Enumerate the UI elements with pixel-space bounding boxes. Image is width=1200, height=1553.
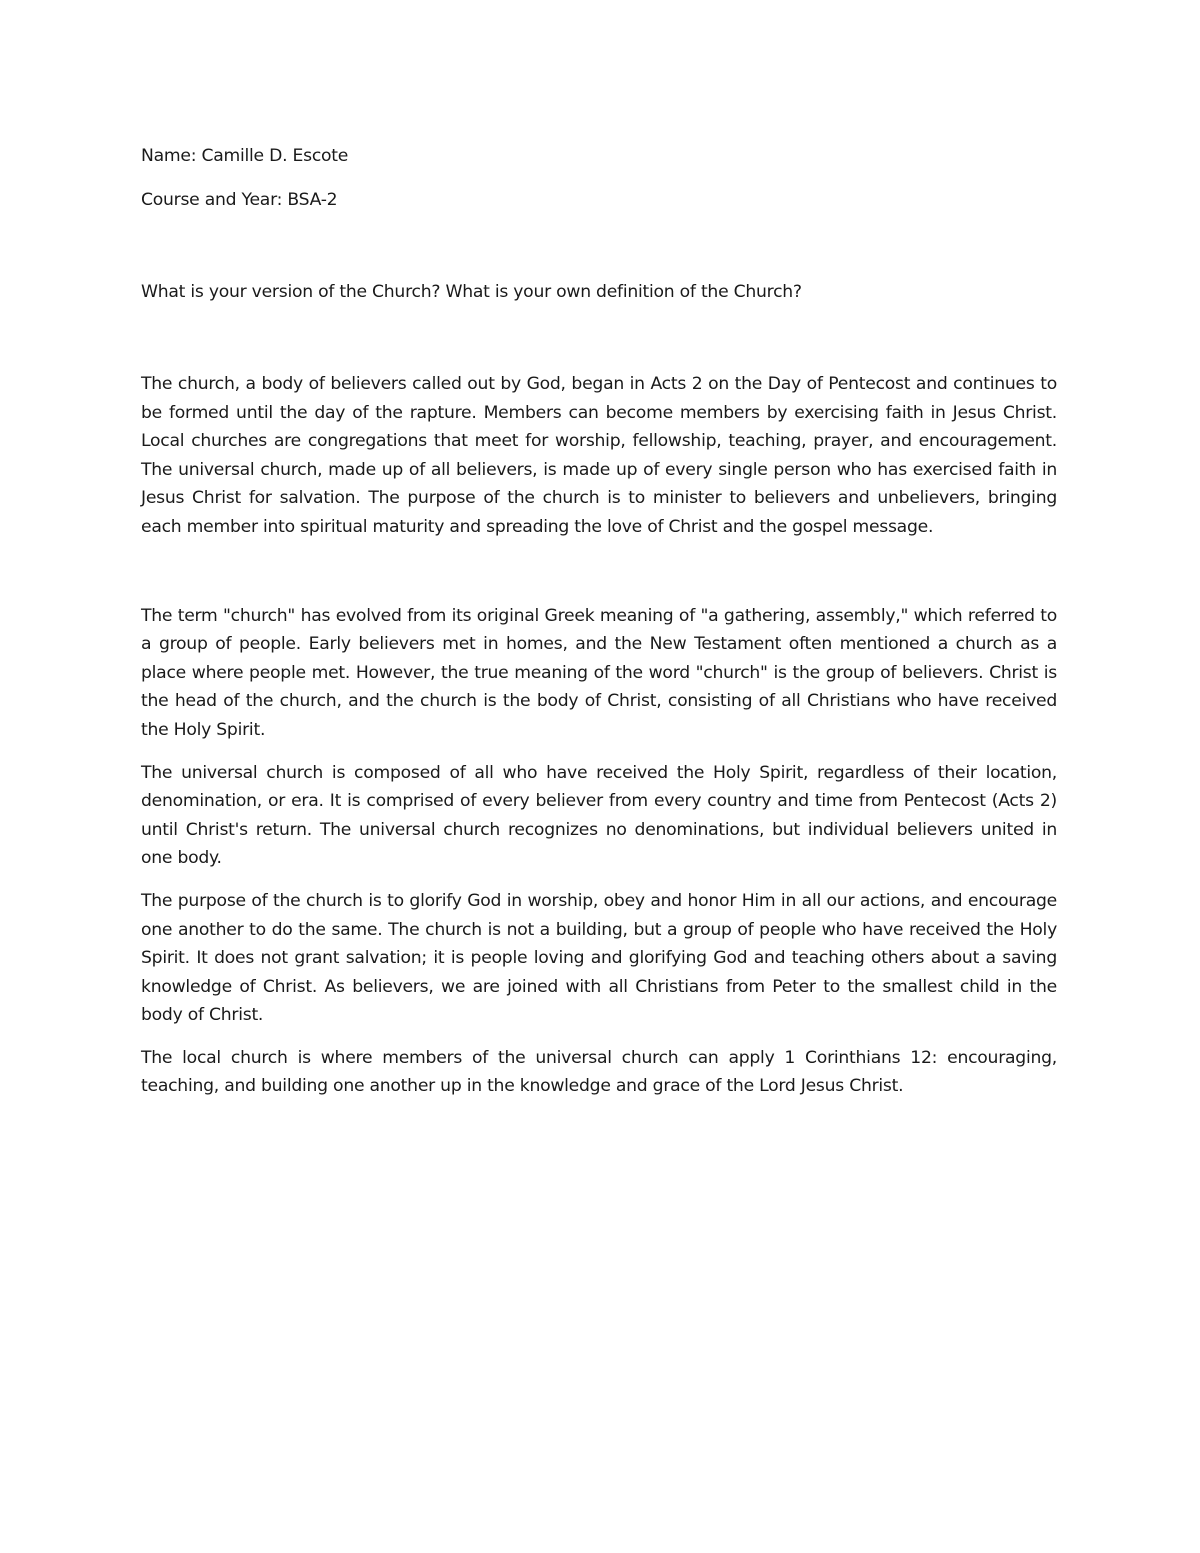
paragraph-1: The church, a body of believers called out by God, began in Acts 2 on the Day of Pentecost and continues to be formed until the day of the rapture. Members can become members by exercising faith in Jesus Christ. Local churches are congregations that meet for worship, fellowship, teaching, prayer, and encouragement. The universal church, made up of all believers, is made up of every single person who has exercised faith in Jesus Christ for salvation. The purpose of the church is to minister to believers and unbelievers, bringing each member into spiritual maturity and spreading the love of Christ and the gospel message. [141, 374, 1057, 537]
student-name: Name: Camille D. Escote [141, 146, 349, 166]
document-body [141, 144, 1057, 1101]
paragraph-3: The universal church is composed of all who have received the Holy Spirit, regardless of their location, denomination, or era. It is comprised of every believer from every country and time from Pentecost (Acts 2) until Christ's return. The universal church recognizes no denominations, but individual believers united in one body. [141, 762, 1057, 869]
paragraph-5: The local church is where members of the universal church can apply 1 Corinthians 12: encouraging, teaching, and building one another up in the knowledge and grace of the Lord Jesus Christ. [141, 1047, 1057, 1097]
assignment-question: What is your version of the Church? What is your own definition of the Church? [141, 282, 802, 302]
paragraph-2: The term "church" has evolved from its original Greek meaning of "a gathering, assembly," which referred to a group of people. Early believers met in homes, and the New Testament often mentioned a church as a place where people met. However, the true meaning of the word "church" is the group of believers. Christ is the head of the church, and the church is the body of Christ, consisting of all Christians who have received the Holy Spirit. [141, 605, 1057, 740]
paragraph-4: The purpose of the church is to glorify God in worship, obey and honor Him in all our actions, and encourage one another to do the same. The church is not a building, but a group of people who have received the Holy Spirit. It does not grant salvation; it is people loving and glorifying God and teaching others about a saving knowledge of Christ. As believers, we are joined with all Christians from Peter to the smallest child in the body of Christ. [141, 890, 1057, 1026]
course-and-year: Course and Year: BSA-2 [141, 190, 338, 210]
